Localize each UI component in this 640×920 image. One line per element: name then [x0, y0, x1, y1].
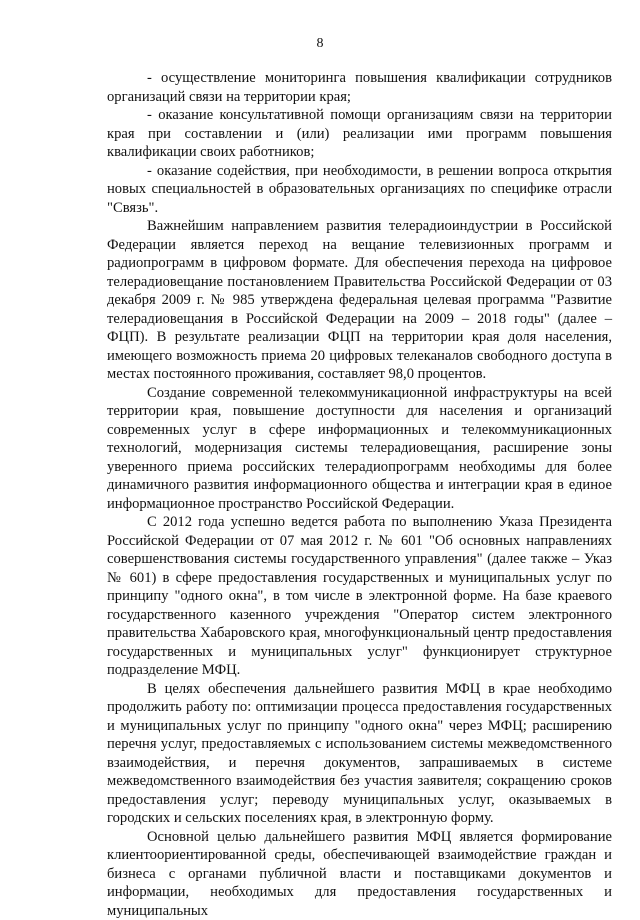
- page-number: 8: [0, 36, 640, 52]
- paragraph-telecom-infrastructure: Создание современной телекоммуникационной инфраструктуры на всей территории края, повышение доступности для населения и организаций современных услуг в сфере информационных и телекоммуникационных технологий, модернизация системы телерадиовещания, расширение зоны уверенного приема российских телерадиопрограмм необходимы для более динамичного развития информационного общества и интеграции края в единое информационное пространство Российской Федерации.: [107, 384, 612, 514]
- paragraph-decree-601: С 2012 года успешно ведется работа по выполнению Указа Президента Российской Федерации от 07 мая 2012 г. № 601 "Об основных направлениях совершенствования системы государственного управления" (далее также – Указ № 601) в сфере предоставления государственных и муниципальных услуг по принципу "одного окна", в том числе в электронной форме. На базе краевого государственного казенного учреждения "Оператор систем электронного правительства Хабаровского края, многофункциональный центр предоставления государственных и муниципальных услуг" функционирует структурное подразделение МФЦ.: [107, 513, 612, 680]
- paragraph-mfc-development: В целях обеспечения дальнейшего развития МФЦ в крае необходимо продолжить работу по: оптимизации процесса предоставления государственных и муниципальных услуг по принципу "одного окна" через МФЦ; расширению перечня услуг, предоставляемых с использованием системы межведомственного взаимодействия, и перечня документов, запрашиваемых в системе межведомственного взаимодействия без участия заявителя; сокращению сроков предоставления услуг; переводу муниципальных услуг, оказываемых в городских и сельских поселениях края, в электронную форму.: [107, 680, 612, 828]
- list-item-monitoring: - осуществление мониторинга повышения квалификации сотрудников организаций связи на территории края;: [107, 69, 612, 106]
- list-item-consulting: - оказание консультативной помощи организациям связи на территории края при составлении и (или) реализации ими программ повышения квалификации своих работников;: [107, 106, 612, 162]
- list-item-specialties: - оказание содействия, при необходимости, в решении вопроса открытия новых специальностей в образовательных организациях по специфике отрасли "Связь".: [107, 162, 612, 218]
- paragraph-digital-broadcasting: Важнейшим направлением развития телерадиоиндустрии в Российской Федерации является переход на вещание телевизионных программ и радиопрограмм в цифровом формате. Для обеспечения перехода на цифровое телерадиовещание постановлением Правительства Российской Федерации от 03 декабря 2009 г. № 985 утверждена федеральная целевая программа "Развитие телерадиовещания в Российской Федерации на 2009 – 2018 годы" (далее – ФЦП). В результате реализации ФЦП на территории края доля населения, имеющего возможность приема 20 цифровых телеканалов свободного доступа в местах постоянного проживания, составляет 98,0 процентов.: [107, 217, 612, 384]
- paragraph-mfc-goal: Основной целью дальнейшего развития МФЦ является формирование клиентоориентированной среды, обеспечивающей взаимодействие граждан и бизнеса с органами публичной власти и поставщиками документов и информации, необходимых для предоставления государственных и муниципальных: [107, 828, 612, 920]
- document-body: [107, 69, 612, 920]
